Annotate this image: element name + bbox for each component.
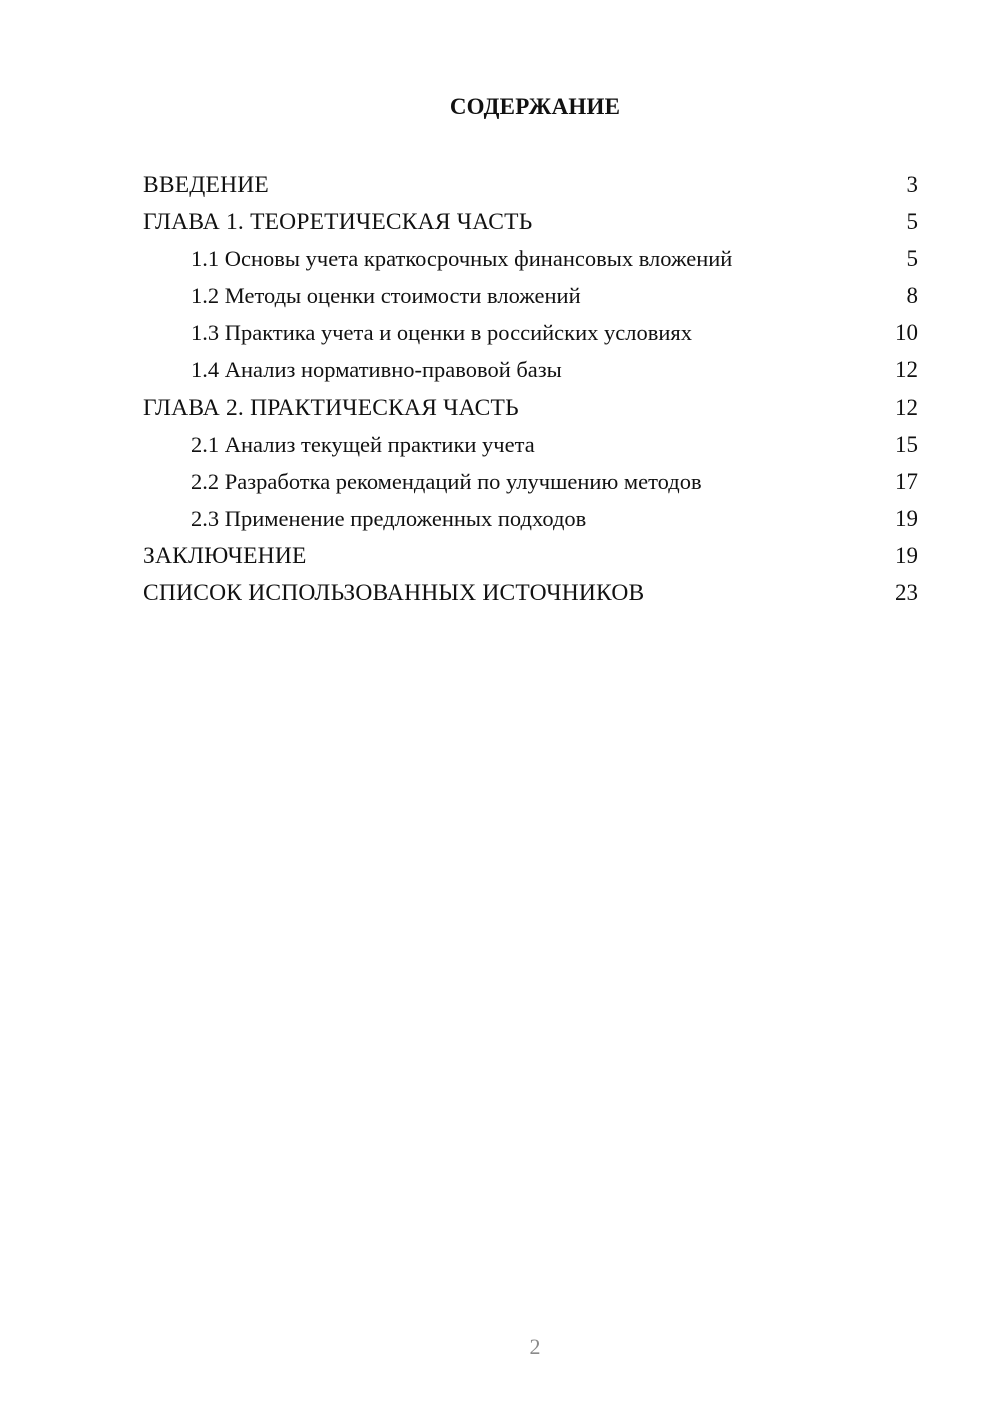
toc-subentry	[143, 240, 918, 277]
toc-subentry	[143, 277, 918, 314]
page-number: 2	[529, 1334, 541, 1359]
toc-entry-label: 1.2 Методы оценки стоимости вложений	[191, 283, 581, 309]
toc-subentry	[143, 351, 918, 388]
toc-entry-page: 17	[895, 468, 918, 494]
toc-entry-page: 15	[895, 431, 918, 457]
toc-entry-label: 1.3 Практика учета и оценки в российских условиях	[191, 320, 692, 346]
toc-entry-page: 5	[906, 209, 918, 235]
toc-entry-label: 2.1 Анализ текущей практики учета	[191, 431, 535, 457]
toc-entry-label: ГЛАВА 2. ПРАКТИЧЕСКАЯ ЧАСТЬ	[143, 394, 519, 421]
toc-entry-label: ЗАКЛЮЧЕНИЕ	[143, 542, 307, 569]
toc-entry-label: 2.3 Применение предложенных подходов	[191, 505, 587, 531]
toc-entry	[143, 166, 918, 203]
toc-entry-page: 12	[895, 394, 918, 420]
toc-entry-page: 19	[895, 505, 918, 531]
toc-entry	[143, 203, 918, 240]
toc-subentry	[143, 314, 918, 351]
toc-entry-page: 8	[906, 283, 918, 309]
toc-subentry	[143, 500, 918, 537]
toc-entry-page: 12	[895, 357, 918, 383]
toc-subentry	[143, 426, 918, 463]
toc-entry	[143, 574, 918, 611]
toc-entry-page: 19	[895, 542, 918, 568]
toc-entry	[143, 389, 918, 426]
toc-entry-page: 5	[906, 246, 918, 272]
toc-entry-page: 23	[895, 580, 918, 606]
toc-entry-page: 10	[895, 320, 918, 346]
page-title: СОДЕРЖАНИЕ	[449, 94, 621, 119]
toc-entry-label: ГЛАВА 1. ТЕОРЕТИЧЕСКАЯ ЧАСТЬ	[143, 209, 533, 236]
toc-entry-label: 1.4 Анализ нормативно-правовой базы	[191, 357, 562, 383]
toc-entry-label: 2.2 Разработка рекомендаций по улучшению методов	[191, 468, 702, 494]
toc-entry	[143, 537, 918, 574]
toc-entry-page: 3	[906, 172, 918, 197]
toc-entry-label: СПИСОК ИСПОЛЬЗОВАННЫХ ИСТОЧНИКОВ	[143, 580, 645, 607]
table-of-contents	[143, 166, 918, 611]
toc-entry-label: ВВЕДЕНИЕ	[143, 172, 269, 198]
toc-subentry	[143, 463, 918, 500]
toc-entry-label: 1.1 Основы учета краткосрочных финансовых вложений	[191, 246, 733, 272]
